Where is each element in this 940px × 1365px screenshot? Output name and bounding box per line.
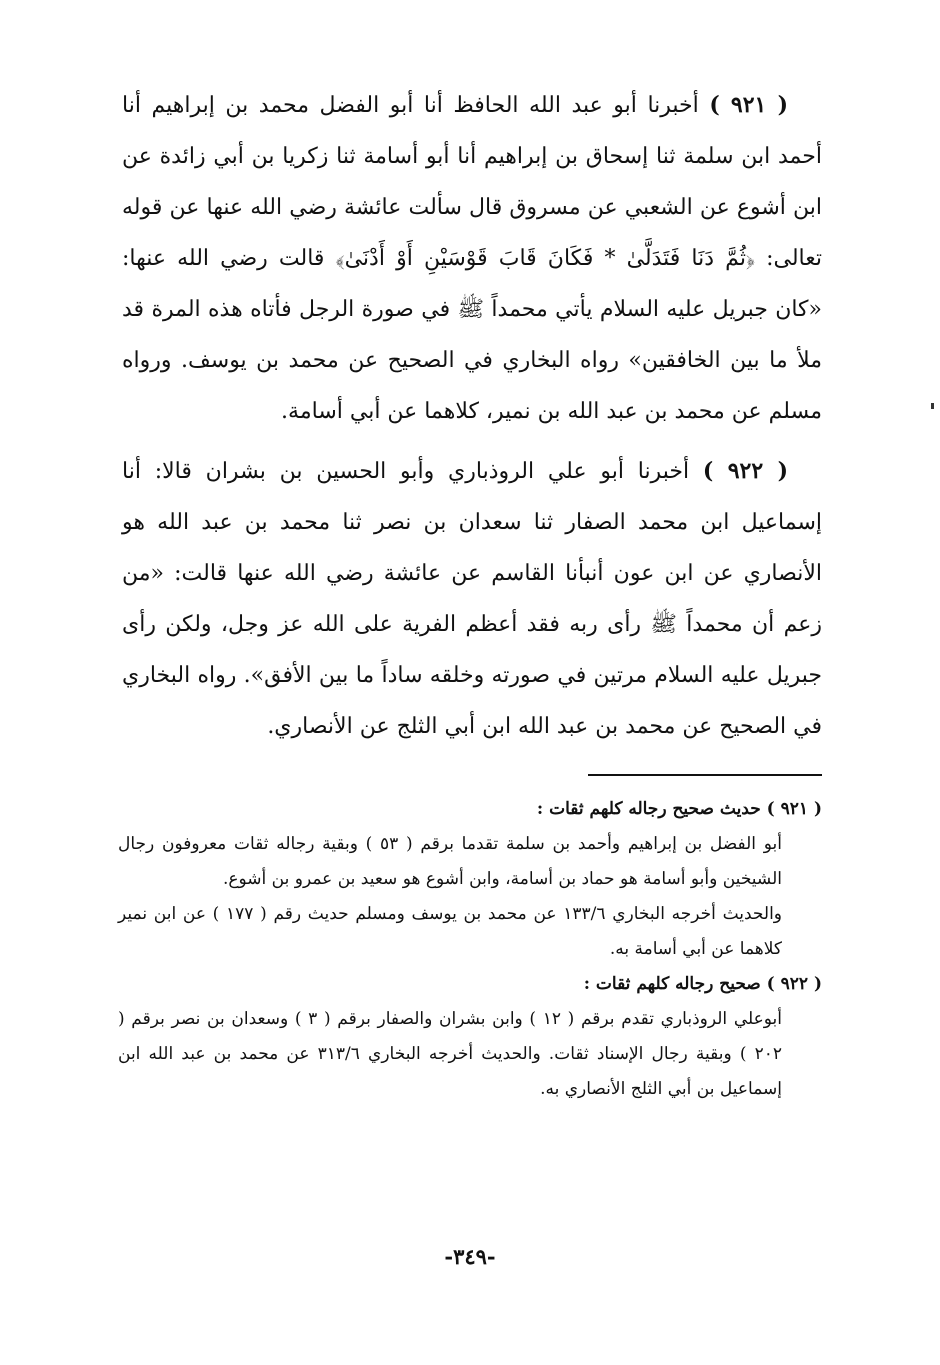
hadith-921-text: أخبرنا أبو عبد الله الحافظ أنا أبو الفضل محمد بن إبراهيم أنا أحمد ابن سلمة ثنا إسحاق بن إبراهيم أنا أبو أسامة ثنا زكريا بن أبي زائدة عن ابن أشوع عن الشعبي عن مسروق قال سألت عائشة رضي الله عنها عن قوله تعالى: ﴿ثُمَّ دَنَا فَتَدَلَّىٰ * فَكَانَ قَابَ قَوْسَيْنِ أَوْ أَدْنَىٰ﴾ قالت رضي الله عنها: «كان جبريل عليه السلام يأتي محمداً ﷺ في صورة الرجل فأتاه هذه المرة قد ملأ ما بين الخافقين» رواه البخاري في الصحيح عن محمد بن يوسف. ورواه مسلم عن محمد بن عبد الله بن نمير، كلاهما عن أبي أسامة.	[122, 93, 822, 424]
hadith-922-number: ( ٩٢٢ )	[702, 458, 789, 484]
footnotes	[118, 792, 822, 1107]
note-922-paragraph-1: أبوعلي الروذباري تقدم برقم ( ١٢ ) وابن بشران والصفار برقم ( ٣ ) وسعدان بن نصر برقم ( ٢٠٢ ) وبقية رجال الإسناد ثقات. والحديث أخرجه البخاري ٣١٣/٦ عن محمد بن عبد الله ابن إسماعيل بن أبي الثلج الأنصاري به.	[118, 1009, 782, 1099]
hadith-922-paragraph	[122, 446, 822, 752]
hadith-921-paragraph	[122, 80, 822, 437]
note-922-heading: ( ٩٢٢ ) صحيح رجاله كلهم ثقات :	[583, 974, 822, 994]
note-921-paragraph-2: والحديث أخرجه البخاري ١٣٣/٦ عن محمد بن يوسف ومسلم حديث رقم ( ١٧٧ ) عن ابن نمير كلاهما عن أبي أسامة به.	[118, 904, 782, 959]
page-number: -٣٤٩-	[444, 1244, 496, 1269]
footnote-divider	[588, 774, 822, 776]
note-921-heading: ( ٩٢١ ) حديث صحيح رجاله كلهم ثقات :	[536, 799, 822, 819]
scan-edge-mark	[931, 403, 934, 409]
hadith-921-number: ( ٩٢١ )	[709, 92, 788, 118]
hadith-922-text: أخبرنا أبو علي الروذباري وأبو الحسين بن بشران قالا: أنا إسماعيل ابن محمد الصفار ثنا سعدان بن نصر ثنا محمد بن عبد الله هو الأنصاري عن ابن عون أنبأنا القاسم عن عائشة رضي الله عنها قالت: «من زعم أن محمداً ﷺ رأى ربه فقد أعظم الفرية على الله عز وجل، ولكن رأى جبريل عليه السلام مرتين في صورته وخلقه ساداً ما بين الأفق». رواه البخاري في الصحيح عن محمد بن عبد الله ابن أبي الثلج عن الأنصاري.	[122, 459, 822, 739]
note-921-paragraph-1: أبو الفضل بن إبراهيم وأحمد بن سلمة تقدما برقم ( ٥٣ ) وبقية رجاله ثقات معروفون رجال الشيخين وأبو أسامة هو حماد بن أسامة، وابن أشوع هو سعيد بن عمرو بن أشوع.	[118, 834, 783, 889]
hadith-922	[122, 446, 822, 752]
hadith-921	[122, 80, 822, 437]
